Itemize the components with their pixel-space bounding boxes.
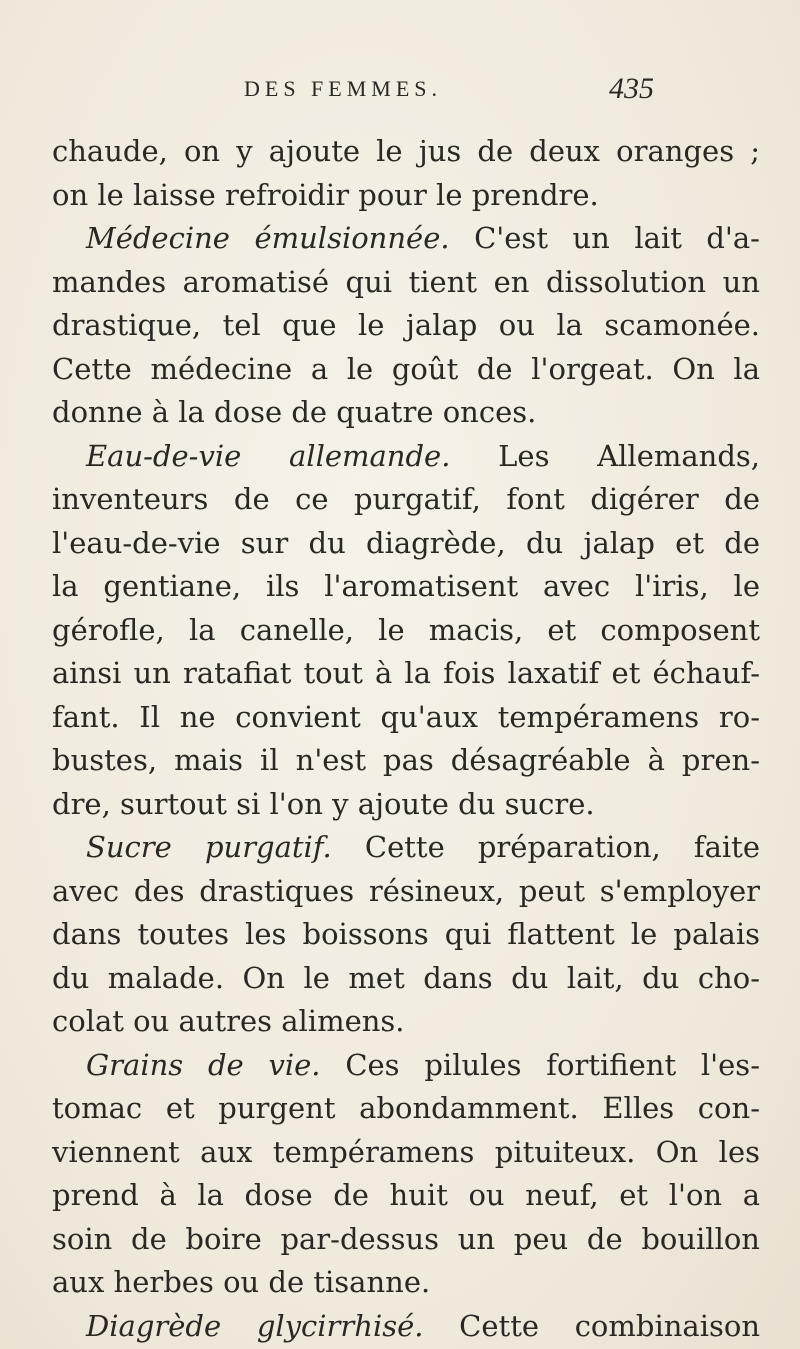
text-line: [52, 1000, 760, 1044]
text-run: avec des drastiques résineux, peut s'employer: [52, 873, 760, 908]
text-line: [52, 1174, 760, 1218]
text-run: fant. Il ne convient qu'aux tempéramens ro-: [52, 699, 760, 734]
text-line: [52, 870, 760, 914]
text-run: donne à la dose de quatre onces.: [52, 395, 537, 429]
text-line: [52, 1261, 760, 1305]
text-run: Cette combinaison: [423, 1308, 760, 1343]
text-line: [52, 609, 760, 653]
section-heading: Eau-de-vie allemande.: [86, 438, 451, 473]
text-run: drastique, tel que le jalap ou la scamonée.: [52, 308, 760, 342]
page-number: 435: [609, 72, 654, 105]
text-line: [52, 826, 760, 870]
text-run: colat ou autres alimens.: [52, 1004, 405, 1038]
section-heading: Grains de vie.: [86, 1047, 321, 1082]
text-run: dans toutes les boissons qui flattent le palais: [52, 917, 760, 951]
text-run: Ces pilules fortifient l'es-: [320, 1047, 760, 1082]
text-run: Les Allemands,: [450, 438, 760, 473]
text-line: [52, 522, 760, 566]
text-run: l'eau-de-vie sur du diagrède, du jalap et de: [52, 525, 760, 560]
text-run: Cette médecine a le goût de l'orgeat. On la: [52, 351, 760, 386]
text-line: [52, 478, 760, 522]
text-line: [52, 304, 760, 348]
text-run: gérofle, la canelle, le macis, et composent: [52, 612, 760, 647]
text-run: la gentiane, ils l'aromatisent avec l'iris, le: [52, 569, 760, 603]
text-line: [52, 261, 760, 305]
text-line: [52, 1044, 760, 1088]
text-run: tomac et purgent abondamment. Elles con-: [52, 1091, 760, 1125]
text-run: prend à la dose de huit ou neuf, et l'on a: [52, 1178, 760, 1212]
text-line: [52, 435, 760, 479]
text-line: [52, 1218, 760, 1262]
page-header: [0, 72, 800, 112]
section-heading: Diagrède glycirrhisé.: [86, 1308, 424, 1343]
text-run: du malade. On le met dans du lait, du cho-: [52, 960, 760, 995]
text-run: chaude, on y ajoute le jus de deux oranges ;: [52, 134, 760, 168]
text-line: [52, 130, 760, 174]
text-line: [52, 565, 760, 609]
section-heading: Sucre purgatif.: [86, 830, 332, 864]
text-line: [52, 783, 760, 827]
text-line: [52, 696, 760, 740]
text-line: [52, 1305, 760, 1349]
text-line: [52, 174, 760, 218]
text-line: [52, 217, 760, 261]
body-text: [52, 130, 760, 1348]
text-line: [52, 391, 760, 435]
text-line: [52, 1087, 760, 1131]
text-run: Cette préparation, faite: [331, 830, 760, 864]
text-run: dre, surtout si l'on y ajoute du sucre.: [52, 786, 595, 821]
text-run: ainsi un ratafiat tout à la fois laxatif et échauf-: [52, 656, 760, 690]
text-run: soin de boire par-dessus un peu de bouillon: [52, 1221, 760, 1256]
text-run: on le laisse refroidir pour le prendre.: [52, 177, 599, 212]
text-line: [52, 957, 760, 1001]
text-line: [52, 739, 760, 783]
text-run: viennent aux tempéramens pituiteux. On les: [52, 1134, 760, 1169]
text-run: inventeurs de ce purgatif, font digérer de: [52, 482, 760, 516]
running-head: DES FEMMES.: [244, 76, 443, 101]
text-run: bustes, mais il n'est pas désagréable à pren-: [52, 743, 760, 777]
text-line: [52, 1131, 760, 1175]
text-run: mandes aromatisé qui tient en dissolution un: [52, 264, 760, 299]
text-line: [52, 348, 760, 392]
text-line: [52, 652, 760, 696]
text-line: [52, 913, 760, 957]
text-run: aux herbes ou de tisanne.: [52, 1265, 431, 1299]
text-run: C'est un lait d'a-: [449, 221, 760, 255]
section-heading: Médecine émulsionnée.: [86, 221, 450, 255]
